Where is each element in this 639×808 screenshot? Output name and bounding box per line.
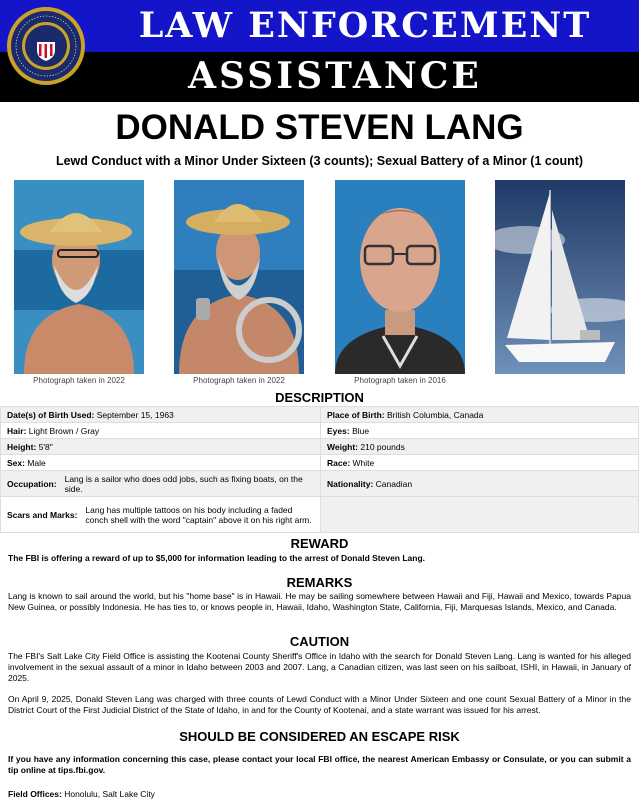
dob-label: Date(s) of Birth Used: <box>7 409 95 420</box>
race-label: Race: <box>327 457 351 468</box>
id-portrait-photo <box>335 180 465 374</box>
contact-text: If you have any information concerning this case, please contact your local FBI office, the nearest American Embassy or Consulate, or you can submit a tip online at tips.fbi.gov. <box>8 754 631 775</box>
remarks-heading: REMARKS <box>286 575 353 590</box>
photo-caption-2: Photograph taken in 2022 <box>193 376 285 385</box>
caution-paragraph-1: The FBI's Salt Lake City Field Office is assisting the Kootenai County Sheriff's Office in Idaho with the search for Donald Steven Lang. Lang is wanted for his alleged involvement in the sexual assault of a minor in Idaho between 2003 and 2007. Lang, a Canadian citizen, was last seen on his sailboat, ISHI, in Hawaii, in January of 2025. <box>8 651 631 683</box>
nationality-label: Nationality: <box>327 478 374 489</box>
field-offices-label: Field Offices: <box>8 789 62 799</box>
man-at-helm-photo <box>174 180 304 374</box>
eyes-label: Eyes: <box>327 425 350 436</box>
race-value: White <box>352 457 375 468</box>
header-title-line1: LAW ENFORCEMENT <box>138 5 592 46</box>
subject-name: DONALD STEVEN LANG <box>115 108 524 147</box>
height-value: 5'8" <box>38 441 53 452</box>
scars-value: Lang has multiple tattoos on his body including a faded conch shell with the word "captain" above it on his right arm. <box>85 504 312 525</box>
field-offices-value: Honolulu, Salt Lake City <box>64 789 155 799</box>
description-heading: DESCRIPTION <box>275 390 364 405</box>
caution-heading: CAUTION <box>289 634 350 649</box>
charges: Lewd Conduct with a Minor Under Sixteen (3 counts); Sexual Battery of a Minor (1 count) <box>55 154 584 168</box>
man-straw-hat-photo <box>14 180 144 374</box>
escape-risk-heading: SHOULD BE CONSIDERED AN ESCAPE RISK <box>179 729 460 744</box>
photo-caption-3: Photograph taken in 2016 <box>354 376 446 385</box>
sailboat-photo <box>495 180 625 374</box>
fbi-seal-icon <box>6 6 86 86</box>
nationality-value: Canadian <box>375 478 413 489</box>
height-label: Height: <box>7 441 37 452</box>
caution-paragraph-2: On April 9, 2025, Donald Steven Lang was charged with three counts of Lewd Conduct with a Minor Under Sixteen and one count Sexual Battery of a Minor in the District Court of the First Judicial District of the State of Idaho, in and for the County of Kootenai, and a state warrant was issued for his arrest. <box>8 694 631 715</box>
occupation-value: Lang is a sailor who does odd jobs, such as fixing boats, on the side. <box>64 473 303 494</box>
weight-value: 210 pounds <box>360 441 405 452</box>
hair-label: Hair: <box>7 425 27 436</box>
remarks-text: Lang is known to sail around the world, but his "home base" is in Hawaii. He may be sailing somewhere between Hawaii and Fiji, Hawaii and Mexico, towards Papua New Guinea, or possibly Indonesia. He has ties to, or knows people in, Hawaii, Idaho, Washington State, California, Fiji, Marquesas Islands, Mexico, and Canada. <box>8 591 631 612</box>
hair-value: Light Brown / Gray <box>28 425 100 436</box>
weight-label: Weight: <box>327 441 359 452</box>
occupation-label: Occupation: <box>7 478 57 489</box>
sex-value: Male <box>27 457 46 468</box>
header-title-line2: ASSISTANCE <box>188 55 482 97</box>
reward-heading: REWARD <box>290 536 349 551</box>
scars-label: Scars and Marks: <box>7 509 78 520</box>
field-offices <box>8 789 631 800</box>
pob-value: British Columbia, Canada <box>387 409 484 420</box>
dob-value: September 15, 1963 <box>96 409 174 420</box>
description-table <box>0 406 639 533</box>
eyes-value: Blue <box>352 425 370 436</box>
photo-caption-1: Photograph taken in 2022 <box>33 376 125 385</box>
reward-text: The FBI is offering a reward of up to $5,000 for information leading to the arrest of Donald Steven Lang. <box>8 553 426 563</box>
pob-label: Place of Birth: <box>327 409 385 420</box>
sex-label: Sex: <box>7 457 25 468</box>
